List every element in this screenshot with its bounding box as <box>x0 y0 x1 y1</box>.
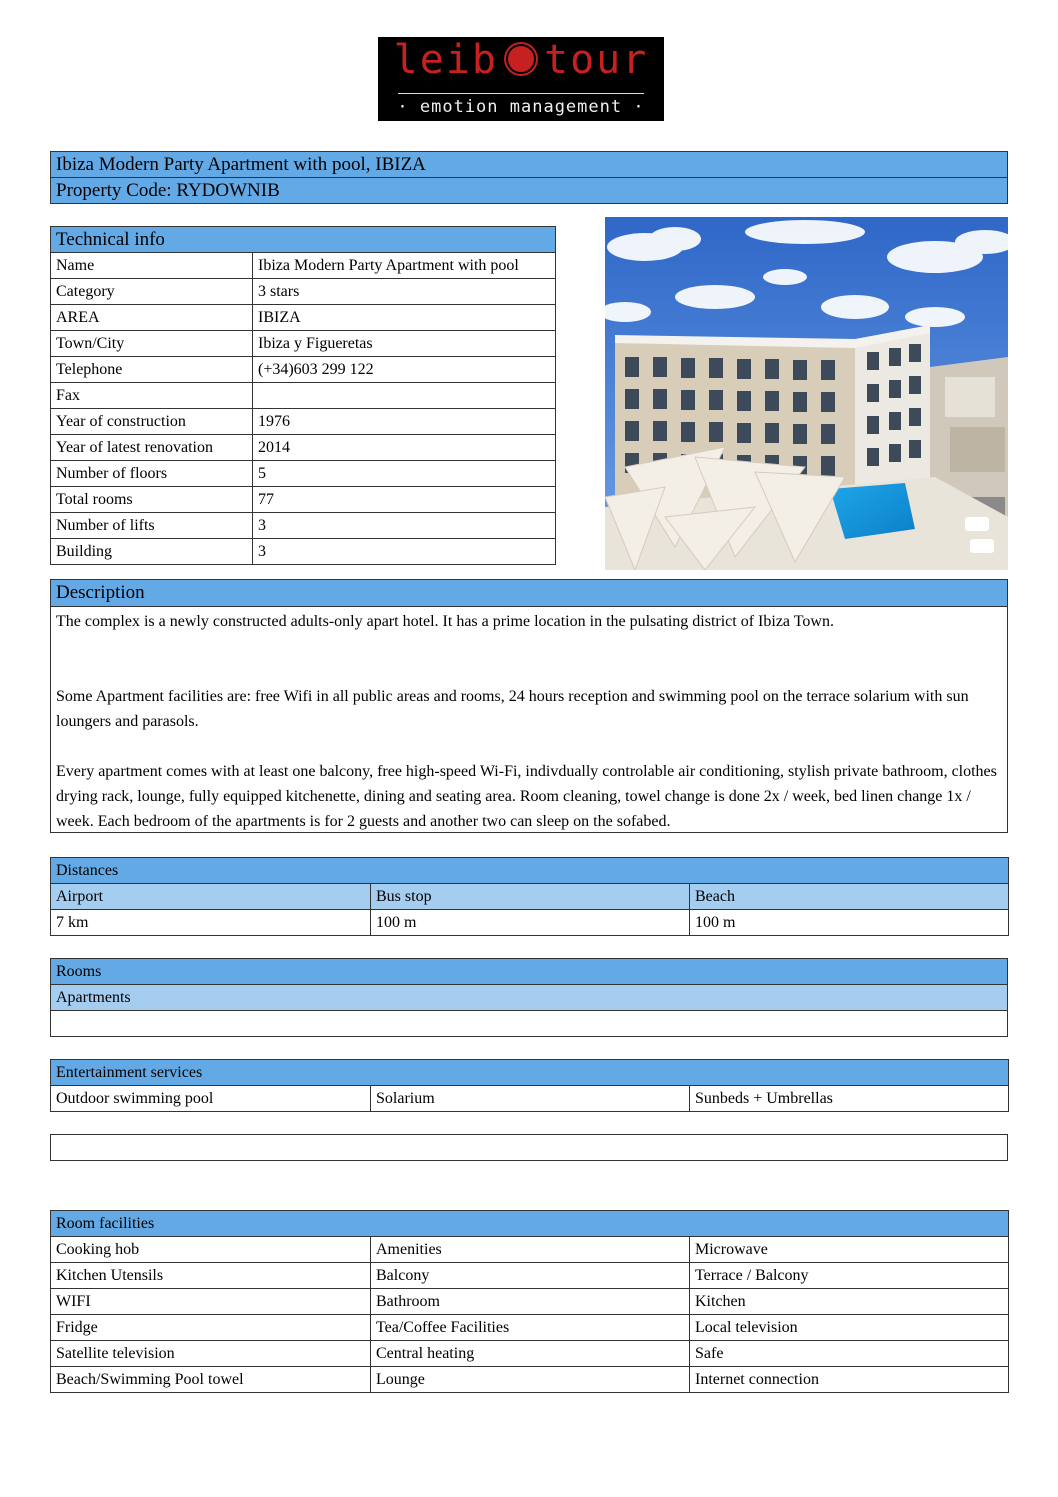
distances-heading: Distances <box>51 858 1009 884</box>
rooms-subheading: Apartments <box>51 985 1008 1011</box>
rooms-table <box>50 958 1008 1037</box>
description-paragraph: The complex is a newly constructed adults-only apart hotel. It has a prime location in the pulsating district of Ibiza Town. <box>56 613 834 630</box>
description-body <box>51 607 1007 834</box>
facility-cell: Tea/Coffee Facilities <box>371 1315 690 1341</box>
distance-label: Beach <box>690 884 1009 910</box>
tech-value: 2014 <box>253 435 556 461</box>
table-row <box>51 357 556 383</box>
entertainment-heading: Entertainment services <box>51 1060 1009 1086</box>
facility-cell: Kitchen Utensils <box>51 1263 371 1289</box>
tech-label: Building <box>51 539 253 565</box>
distance-value: 7 km <box>51 910 371 936</box>
empty-box <box>50 1134 1008 1161</box>
facility-cell: Safe <box>690 1341 1009 1367</box>
entertainment-item: Solarium <box>371 1086 690 1112</box>
entertainment-table <box>50 1059 1009 1112</box>
property-title: Ibiza Modern Party Apartment with pool, IBIZA <box>51 152 1008 178</box>
hotel-photo <box>605 217 1008 570</box>
table-row <box>51 513 556 539</box>
facility-cell: Fridge <box>51 1315 371 1341</box>
tech-value: Ibiza Modern Party Apartment with pool <box>253 253 556 279</box>
tech-label: Number of lifts <box>51 513 253 539</box>
tech-value <box>253 383 556 409</box>
logo-word-left: leib <box>393 37 498 83</box>
facility-cell: Amenities <box>371 1237 690 1263</box>
facility-cell: Microwave <box>690 1237 1009 1263</box>
tech-label: Fax <box>51 383 253 409</box>
table-row <box>51 910 1009 936</box>
property-title-table <box>50 151 1008 204</box>
table-row <box>51 1367 1009 1393</box>
tech-label: Year of construction <box>51 409 253 435</box>
tech-value: 3 <box>253 513 556 539</box>
distance-value: 100 m <box>690 910 1009 936</box>
table-row <box>51 884 1009 910</box>
table-row <box>51 1263 1009 1289</box>
table-row <box>51 279 556 305</box>
facility-cell: Kitchen <box>690 1289 1009 1315</box>
facility-cell: Balcony <box>371 1263 690 1289</box>
description-heading: Description <box>51 580 1007 607</box>
facility-cell: Bathroom <box>371 1289 690 1315</box>
table-row <box>51 331 556 357</box>
entertainment-item: Outdoor swimming pool <box>51 1086 371 1112</box>
facility-cell: Cooking hob <box>51 1237 371 1263</box>
tech-value: 1976 <box>253 409 556 435</box>
tech-label: Telephone <box>51 357 253 383</box>
table-row <box>51 435 556 461</box>
facility-cell: WIFI <box>51 1289 371 1315</box>
globe-icon <box>506 44 536 74</box>
facility-cell: Terrace / Balcony <box>690 1263 1009 1289</box>
distance-value: 100 m <box>371 910 690 936</box>
table-row <box>51 305 556 331</box>
table-row <box>51 383 556 409</box>
tech-label: Year of latest renovation <box>51 435 253 461</box>
facility-cell: Internet connection <box>690 1367 1009 1393</box>
tech-label: Total rooms <box>51 487 253 513</box>
description-box <box>50 579 1008 833</box>
distances-table <box>50 857 1009 936</box>
tech-value: 77 <box>253 487 556 513</box>
tech-label: Category <box>51 279 253 305</box>
distance-label: Airport <box>51 884 371 910</box>
room-facilities-heading: Room facilities <box>51 1211 1009 1237</box>
table-row <box>51 1237 1009 1263</box>
leib-tour-logo <box>378 37 664 121</box>
distance-label: Bus stop <box>371 884 690 910</box>
tech-label: Number of floors <box>51 461 253 487</box>
rooms-heading: Rooms <box>51 959 1008 985</box>
tech-label: Name <box>51 253 253 279</box>
table-row <box>51 1289 1009 1315</box>
tech-value: (+34)603 299 122 <box>253 357 556 383</box>
table-row <box>51 253 556 279</box>
logo-tagline: · emotion management · <box>397 97 645 117</box>
room-facilities-table <box>50 1210 1009 1393</box>
facility-cell: Central heating <box>371 1341 690 1367</box>
entertainment-item: Sunbeds + Umbrellas <box>690 1086 1009 1112</box>
table-row <box>51 1315 1009 1341</box>
property-code: Property Code: RYDOWNIB <box>51 178 1008 204</box>
table-row <box>51 1341 1009 1367</box>
description-paragraph: Every apartment comes with at least one balcony, free high-speed Wi-Fi, indivdually controlable air conditioning, stylish private bathroom, clothes drying rack, lounge, fully equipped kitchenette, dining and seating area. Room cleaning, towel change is done 2x / week, bed linen change 1x / week. Each bedroom of the apartments is for 2 guests and another two can sleep on the sofabed. <box>56 763 997 830</box>
facility-cell: Beach/Swimming Pool towel <box>51 1367 371 1393</box>
table-row <box>51 409 556 435</box>
facility-cell: Satellite television <box>51 1341 371 1367</box>
logo-divider <box>398 93 644 94</box>
logo-word-right: tour <box>544 37 649 83</box>
description-paragraph: Some Apartment facilities are: free Wifi in all public areas and rooms, 24 hours reception and swimming pool on the terrace solarium with sun loungers and parasols. <box>56 688 969 730</box>
tech-value: Ibiza y Figueretas <box>253 331 556 357</box>
rooms-empty-row <box>51 1011 1008 1037</box>
tech-value: 5 <box>253 461 556 487</box>
technical-info-table <box>50 226 556 565</box>
facility-cell: Local television <box>690 1315 1009 1341</box>
table-row <box>51 461 556 487</box>
tech-value: 3 stars <box>253 279 556 305</box>
facility-cell: Lounge <box>371 1367 690 1393</box>
table-row <box>51 539 556 565</box>
table-row <box>51 1086 1009 1112</box>
tech-label: AREA <box>51 305 253 331</box>
tech-value: 3 <box>253 539 556 565</box>
tech-label: Town/City <box>51 331 253 357</box>
tech-value: IBIZA <box>253 305 556 331</box>
table-row <box>51 487 556 513</box>
technical-info-heading: Technical info <box>51 227 556 253</box>
